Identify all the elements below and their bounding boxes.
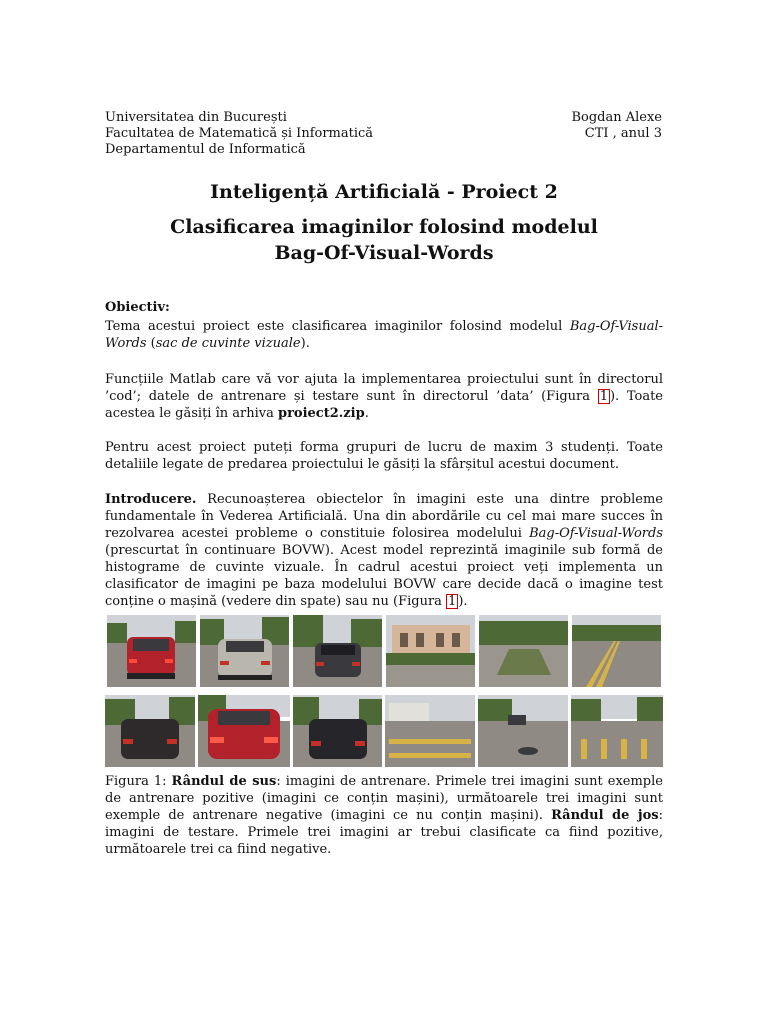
objective-paragraph-2 bbox=[105, 371, 663, 422]
train-photo-dark-car bbox=[293, 615, 382, 687]
header-institution bbox=[105, 110, 373, 158]
header-author-name: Bogdan Alexe bbox=[571, 110, 662, 125]
test-photo-red-car bbox=[198, 695, 290, 767]
text-run: (prescurtat în continuare BOVW). Acest model reprezintă imaginile sub formă de histograme de cuvinte vizuale. În cadrul acestui proiect veți implementa un clasificator de imagini pe baza modelului BOVW care decide dacă o imagine test conține o mașină (vedere din spate) sau nu (Figura bbox=[105, 543, 663, 609]
subtitle-line-2: Bag-Of-Visual-Words bbox=[274, 242, 494, 264]
text-run: . bbox=[364, 406, 369, 421]
header-university: Universitatea din București bbox=[105, 110, 287, 125]
caption-label: Figura 1: bbox=[105, 774, 172, 789]
test-photo-black-car bbox=[293, 695, 382, 767]
text-run: Funcțiile Matlab care vă vor ajuta la implementarea proiectului sunt în directorul ’cod’; datele de antrenare și testare sunt în directorul ’data’ (Figura bbox=[105, 372, 663, 404]
header-author-group: CTI , anul 3 bbox=[584, 126, 662, 141]
intro-label: Introducere. bbox=[105, 492, 197, 507]
header-faculty: Facultatea de Matematică și Informatică bbox=[105, 126, 374, 141]
text-run: ( bbox=[146, 336, 156, 351]
figure-ref-link[interactable]: 1 bbox=[599, 389, 608, 404]
test-photo-intersection bbox=[385, 695, 475, 767]
intro-paragraph bbox=[105, 491, 663, 610]
train-photo-median bbox=[479, 615, 568, 687]
train-photo-red-car bbox=[107, 615, 196, 687]
objective-label: Obiectiv: bbox=[105, 300, 170, 315]
test-images-row bbox=[105, 695, 663, 767]
test-photo-dark-red-car bbox=[105, 695, 195, 767]
objective-heading bbox=[105, 299, 663, 316]
header-author bbox=[571, 110, 662, 142]
caption-top-row-label: Rândul de sus bbox=[171, 774, 277, 789]
italic-term: Bag-Of-Visual-Words bbox=[529, 526, 663, 541]
test-photo-crosswalk bbox=[571, 695, 663, 767]
figure-ref-link[interactable]: 1 bbox=[448, 594, 457, 609]
test-photo-street-manhole bbox=[478, 695, 568, 767]
text-run: : imagini de antrenare. Primele trei imagini sunt exemple de antrenare pozitive (imagini ce conțin mașini), următoarele trei imagini sunt exemple de antrenare negative (imagini ce nu conțin mașini). bbox=[105, 774, 663, 823]
text-run: : imagini de testare. Primele trei imagini ar trebui clasificate ca fiind pozitive, următoarele trei ca fiind negative. bbox=[105, 808, 663, 857]
subtitle-line-1: Clasificarea imaginilor folosind modelul bbox=[170, 216, 598, 238]
document-title: Inteligență Artificială - Proiect 2 bbox=[210, 181, 558, 203]
document-subtitle bbox=[0, 214, 768, 266]
italic-term: sac de cuvinte vizuale bbox=[155, 336, 301, 351]
caption-bottom-row-label: Rândul de jos bbox=[551, 808, 659, 823]
text-run: Tema acestui proiect este clasificarea imaginilor folosind modelul bbox=[105, 319, 570, 334]
train-photo-empty-road bbox=[572, 615, 661, 687]
train-photo-silver-car bbox=[200, 615, 289, 687]
text-run: ). bbox=[458, 594, 468, 609]
text-run: ). bbox=[300, 336, 310, 351]
training-images-row bbox=[105, 615, 663, 687]
train-photo-building bbox=[386, 615, 475, 687]
archive-name: proiect2.zip bbox=[277, 406, 365, 421]
objective-paragraph-1 bbox=[105, 318, 663, 352]
header-department: Departamentul de Informatică bbox=[105, 142, 306, 157]
figure-caption bbox=[105, 773, 663, 858]
text-run: ). Toate acestea le găsiți în arhiva bbox=[105, 389, 663, 421]
objective-paragraph-3: Pentru acest proiect puteți forma grupuri de lucru de maxim 3 studenți. Toate detaliile legate de predarea proiectului le găsiți la sfârșitul acestui document. bbox=[105, 440, 663, 472]
text-run: Recunoașterea obiectelor în imagini este una dintre probleme fundamentale în Vederea Artificială. Una din abordările cu cel mai mare succes în rezolvarea acestei probleme o constituie folosirea modelului bbox=[105, 492, 663, 541]
italic-term: Bag-Of-Visual-Words bbox=[105, 319, 663, 351]
